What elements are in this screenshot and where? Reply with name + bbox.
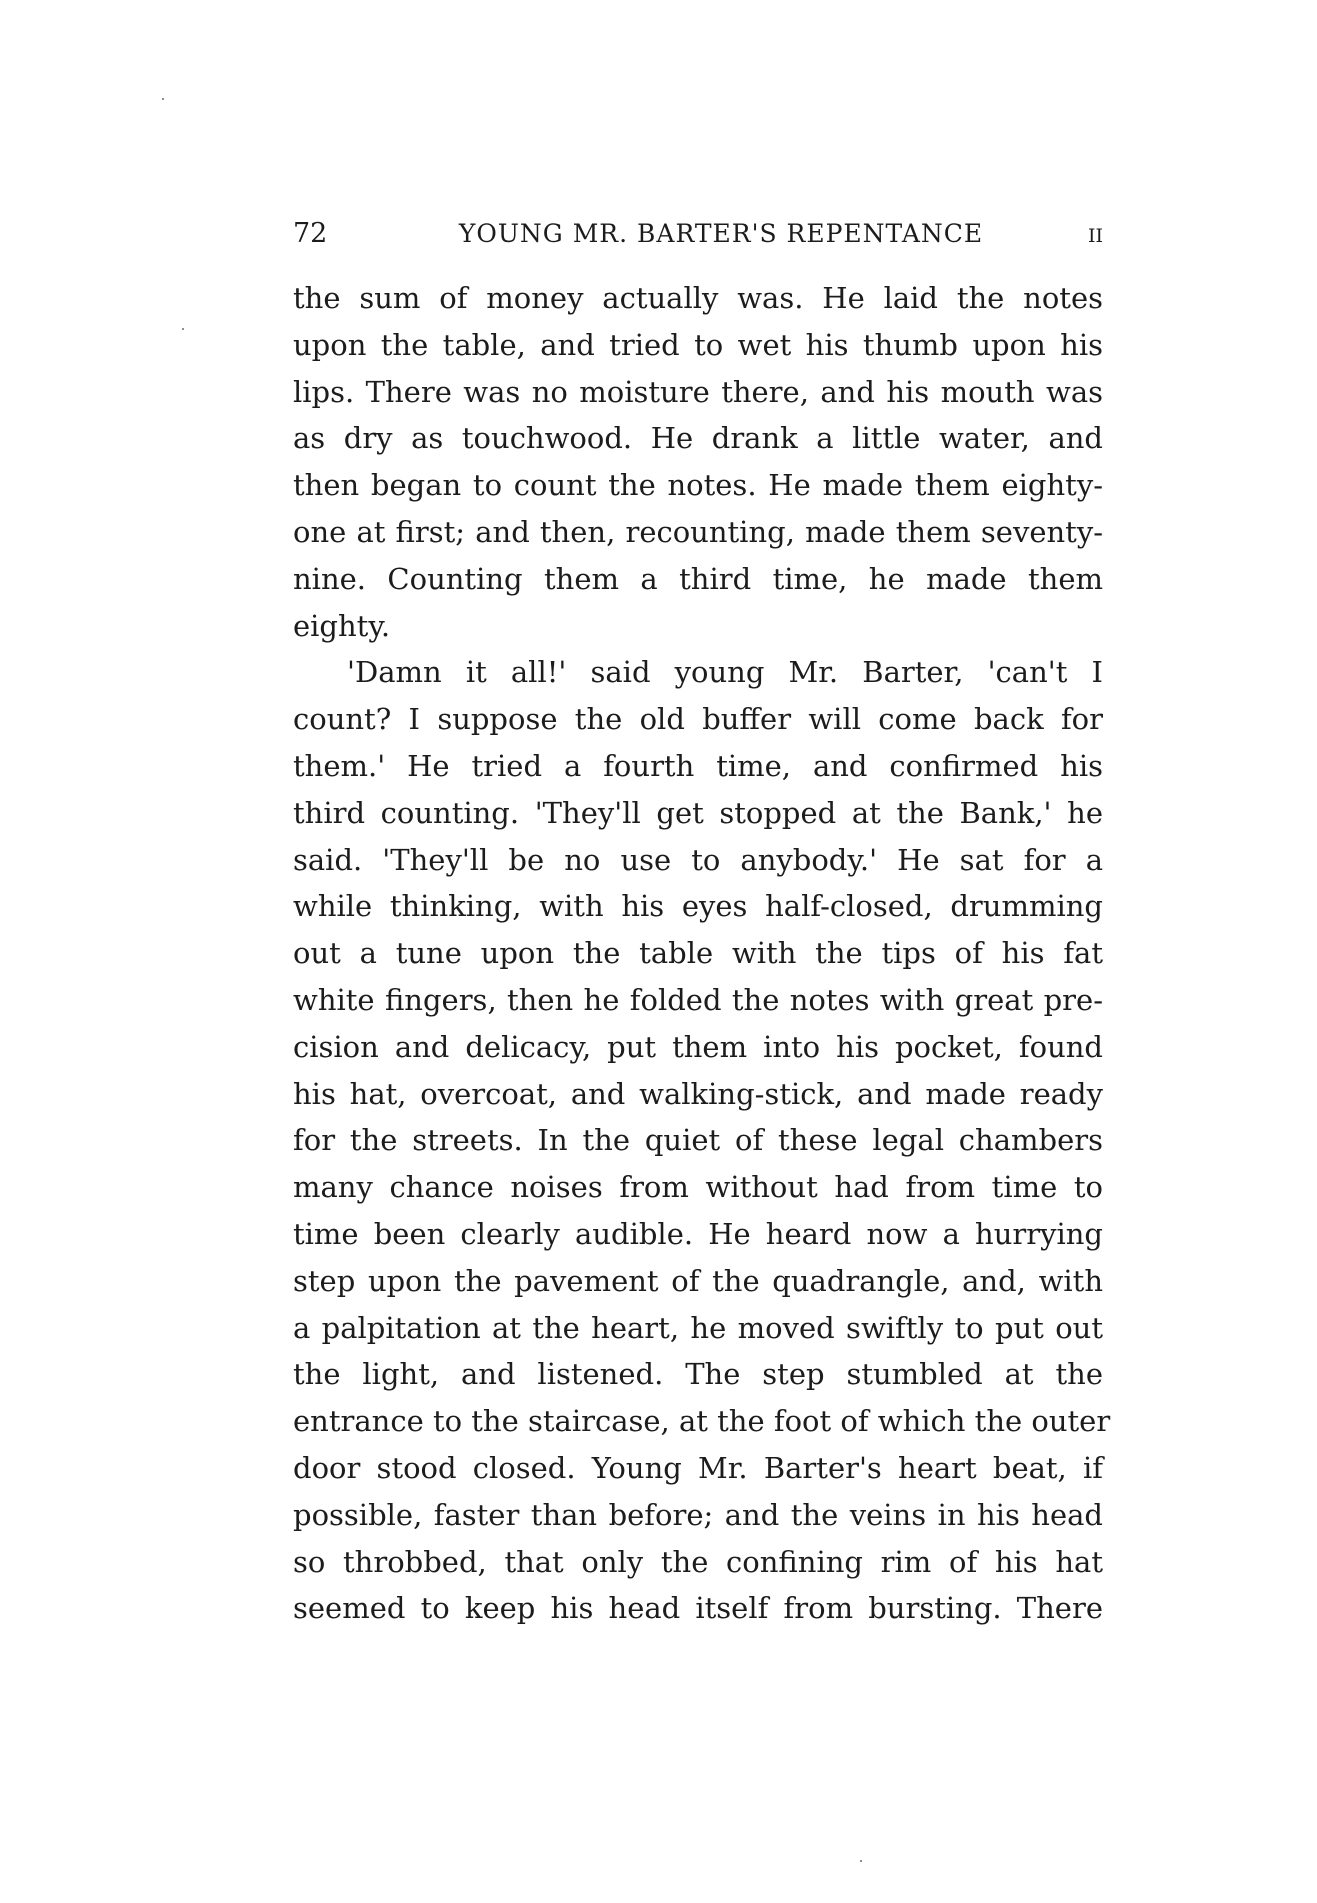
- text-line: many chance noises from without had from time to: [293, 1170, 1103, 1205]
- text-line: door stood closed. Young Mr. Barter's heart beat, if: [293, 1450, 1103, 1485]
- text-line: entrance to the staircase, at the foot of which the outer: [293, 1404, 1111, 1439]
- text-line: then began to count the notes. He made them eighty-: [293, 468, 1103, 503]
- text-line: possible, faster than before; and the veins in his head: [293, 1497, 1103, 1532]
- text-line: cision and delicacy, put them into his pocket, found: [293, 1029, 1103, 1064]
- text-line: one at first; and then, recounting, made them seventy-: [293, 514, 1103, 549]
- text-line: 'Damn it all!' said young Mr. Barter, 'can't I: [347, 655, 1103, 690]
- text-line: the sum of money actually was. He laid the notes: [293, 281, 1103, 315]
- text-line: them.' He tried a fourth time, and confirmed his: [293, 748, 1103, 783]
- text-line: third counting. 'They'll get stopped at the Bank,' he: [293, 795, 1103, 830]
- running-title: YOUNG MR. BARTER'S REPENTANCE: [458, 219, 984, 248]
- text-line: upon the table, and tried to wet his thumb upon his: [293, 327, 1103, 362]
- scan-speck: [860, 1860, 862, 1862]
- text-line: time been clearly audible. He heard now a hurrying: [293, 1216, 1103, 1251]
- text-line: count? I suppose the old buffer will come back for: [293, 702, 1103, 737]
- text-line: nine. Counting them a third time, he made them: [293, 561, 1103, 596]
- text-line: while thinking, with his eyes half-closed, drumming: [293, 889, 1103, 924]
- text-line: step upon the pavement of the quadrangle, and, with: [293, 1263, 1103, 1298]
- text-line: a palpitation at the heart, he moved swiftly to put out: [293, 1310, 1103, 1345]
- text-line: lips. There was no moisture there, and his mouth was: [293, 374, 1103, 409]
- text-line: said. 'They'll be no use to anybody.' He sat for a: [293, 842, 1103, 877]
- text-line: his hat, overcoat, and walking-stick, and made ready: [293, 1076, 1103, 1111]
- text-line: so throbbed, that only the confining rim of his hat: [293, 1544, 1103, 1579]
- text-line: eighty.: [293, 608, 391, 643]
- running-head: [293, 214, 1103, 254]
- text-line: white fingers, then he folded the notes with great pre-: [293, 982, 1103, 1017]
- signature-mark: II: [1087, 225, 1103, 247]
- scan-speck: [182, 328, 184, 330]
- text-line: for the streets. In the quiet of these legal chambers: [293, 1123, 1103, 1158]
- text-line: out a tune upon the table with the tips of his fat: [293, 936, 1103, 971]
- body-text: [293, 275, 1111, 1632]
- page-number: 72: [293, 218, 328, 249]
- text-line: as dry as touchwood. He drank a little water, and: [293, 421, 1103, 456]
- text-line: seemed to keep his head itself from bursting. There: [293, 1591, 1103, 1626]
- scan-speck: [162, 98, 164, 100]
- text-line: the light, and listened. The step stumbled at the: [293, 1357, 1103, 1392]
